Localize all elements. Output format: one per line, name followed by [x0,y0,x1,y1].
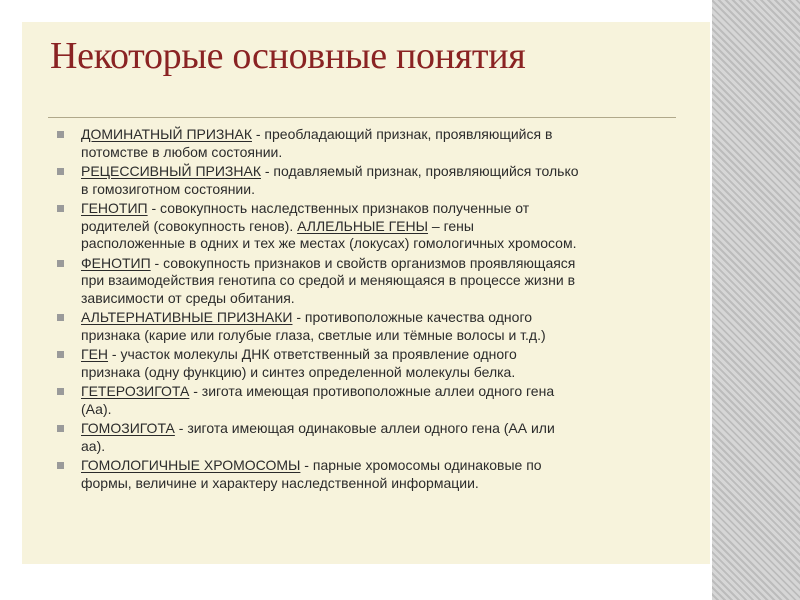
term-label: АЛЬТЕРНАТИВНЫЕ ПРИЗНАКИ [81,309,293,325]
definition-homozygote [55,420,680,455]
definition-text: - зигота имеющая одинаковые аллеи одного гена (АА или [174,420,555,436]
definition-text: признака (карие или голубые глаза, светлые или тёмные волосы и т.д.) [81,326,546,343]
definition-text: зависимости от среды обитания. [81,289,295,306]
definition-text: - парные хромосомы одинаковые по [300,457,542,473]
term-label: ФЕНОТИП [81,254,151,271]
square-bullet-icon [57,168,64,175]
definition-text: признака (одну функцию) и синтез определенной молекулы белка. [81,363,516,380]
definition-text: потомстве в любом состоянии. [81,143,283,160]
term-label: ДОМИНАТНЫЙ ПРИЗНАК [81,126,252,142]
definition-text: (Аа). [81,400,112,417]
term-label-allelic-genes: АЛЛЕЛЬНЫЕ ГЕНЫ [297,217,429,234]
definition-text: при взаимодействия генотипа со средой и меняющаяся в процессе жизни в [81,272,576,288]
definition-alternative-traits [55,309,680,344]
square-bullet-icon [57,205,64,212]
definition-text: - совокупность наследственных признаков полученные от [147,200,530,216]
square-bullet-icon [57,462,64,469]
title-divider [48,117,676,118]
definition-text: расположенные в одних и тех же местах (локусах) гомологичных хромосом. [81,235,577,251]
term-label: ГЕТЕРОЗИГОТА [81,383,190,399]
definition-text: формы, величине и характеру наследственной информации. [81,474,479,491]
definition-gene [55,346,680,381]
square-bullet-icon [57,314,64,321]
definition-heterozygote [55,383,680,418]
slide-title: Некоторые основные понятия [50,35,526,77]
definition-recessive-trait [55,163,680,198]
definition-text: аа). [81,437,106,454]
square-bullet-icon [57,388,64,395]
square-bullet-icon [57,260,64,267]
definition-phenotype [55,255,680,308]
definition-text: в гомозиготном состоянии. [81,180,255,197]
definition-homologous-chromosomes [55,457,680,492]
definition-text: - участок молекулы ДНК ответственный за проявление одного [108,346,517,362]
definitions-list [55,126,680,494]
definition-text: - совокупность признаков и свойств организмов проявляющаяся [150,254,576,271]
definition-text: родителей (совокупность генов). [81,217,298,234]
term-label: РЕЦЕССИВНЫЙ ПРИЗНАК [81,163,261,179]
definition-genotype [55,200,680,253]
square-bullet-icon [57,425,64,432]
term-label: ГЕН [81,346,109,362]
definition-text: - преобладающий признак, проявляющийся в [251,126,553,142]
definition-dominant-trait [55,126,680,161]
square-bullet-icon [57,351,64,358]
definition-text: - зигота имеющая противоположные аллеи одного гена [189,383,555,399]
definition-text: - противоположные качества одного [292,309,533,325]
definition-text: – гены [428,217,474,234]
definition-text: - подавляемый признак, проявляющийся только [260,163,579,179]
term-label: ГОМОЗИГОТА [81,420,175,436]
term-label: ГОМОЛОГИЧНЫЕ ХРОМОСОМЫ [81,457,301,473]
decorative-stripe-border [712,0,800,600]
term-label: ГЕНОТИП [81,200,148,216]
square-bullet-icon [57,131,64,138]
